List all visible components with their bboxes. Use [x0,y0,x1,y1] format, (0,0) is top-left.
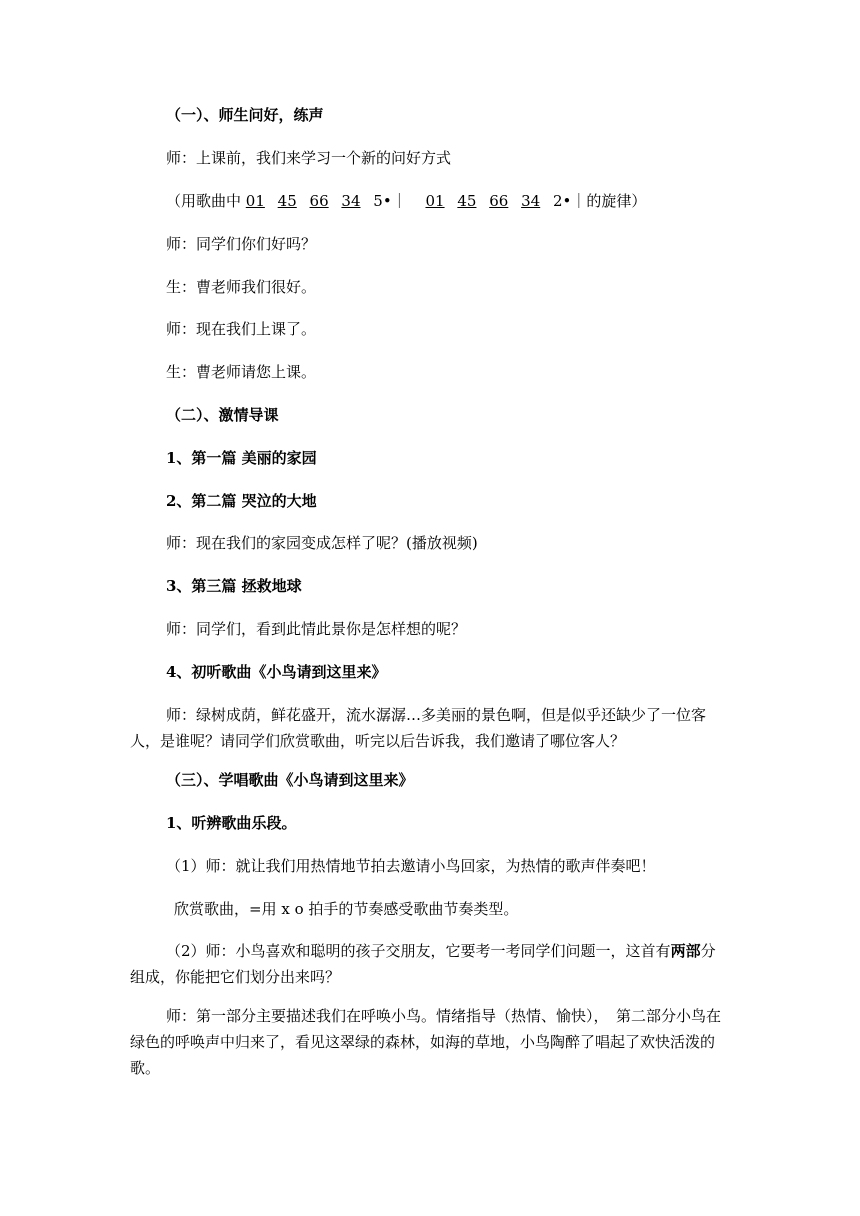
text-line: 师：上课前，我们来学习一个新的问好方式 [166,149,452,167]
text-line: 生：曹老师请您上课。 [166,363,317,381]
text-line: 师：现在我们的家园变成怎样了呢？(播放视频) [166,534,478,552]
subheading: 1、听辨歌曲乐段。 [166,814,297,832]
melody-prefix: （用歌曲中 [166,192,242,210]
subheading: 2、第二篇 哭泣的大地 [166,492,317,510]
melody-line [166,188,646,214]
melody-note: 34 [521,192,541,210]
subheading: 1、第一篇 美丽的家园 [166,449,317,467]
section-heading-1: （一）、师生问好，练声 [166,106,324,124]
paragraph-text: （2）师：小鸟喜欢和聪明的孩子交朋友，它要考一考同学们问题一，这首有 [166,942,671,960]
melody-note: 66 [309,192,329,210]
melody-note: 45 [457,192,477,210]
text-line: 生：曹老师我们很好。 [166,278,317,296]
text-line: 师：现在我们上课了。 [166,320,317,338]
emphasis-text: 两部 [670,942,701,960]
text-line: 师：同学们，看到此情此景你是怎样想的呢？ [166,620,467,638]
melody-note: 01 [245,192,265,210]
melody-suffix: 2•｜的旋律） [552,192,647,210]
paragraph [130,938,730,990]
section-heading-2: （二）、激情导课 [166,406,279,424]
paragraph: 师：绿树成荫，鲜花盛开，流水潺潺…多美丽的景色啊，但是似乎还缺少了一位客人，是谁呢？请同学们欣赏歌曲，听完以后告诉我，我们邀请了哪位客人？ [130,706,707,750]
melody-note: 34 [341,192,361,210]
section-heading-3: （三）、学唱歌曲《小鸟请到这里来》 [166,771,414,789]
paragraph: 师：第一部分主要描述我们在呼唤小鸟。情绪指导（热情、愉快）， 第二部分小鸟在绿色的呼唤声中归来了，看见这翠绿的森林，如海的草地，小鸟陶醉了唱起了欢快活泼的歌。 [130,1007,722,1077]
melody-note: 45 [277,192,297,210]
text-line: （1）师：就让我们用热情地节拍去邀请小鸟回家，为热情的歌声伴奏吧！ [166,857,656,875]
paragraph-text: 分组成，你能把它们划分出来吗？ [130,942,716,986]
subheading: 4、初听歌曲《小鸟请到这里来》 [166,663,387,681]
text-line: 师：同学们你们好吗？ [166,235,317,253]
melody-bar: 5•｜ [373,192,407,210]
melody-note: 66 [489,192,509,210]
melody-note: 01 [425,192,445,210]
text-line: 欣赏歌曲，=用 x o 拍手的节奏感受歌曲节奏类型。 [174,900,519,918]
subheading: 3、第三篇 拯救地球 [166,577,302,595]
